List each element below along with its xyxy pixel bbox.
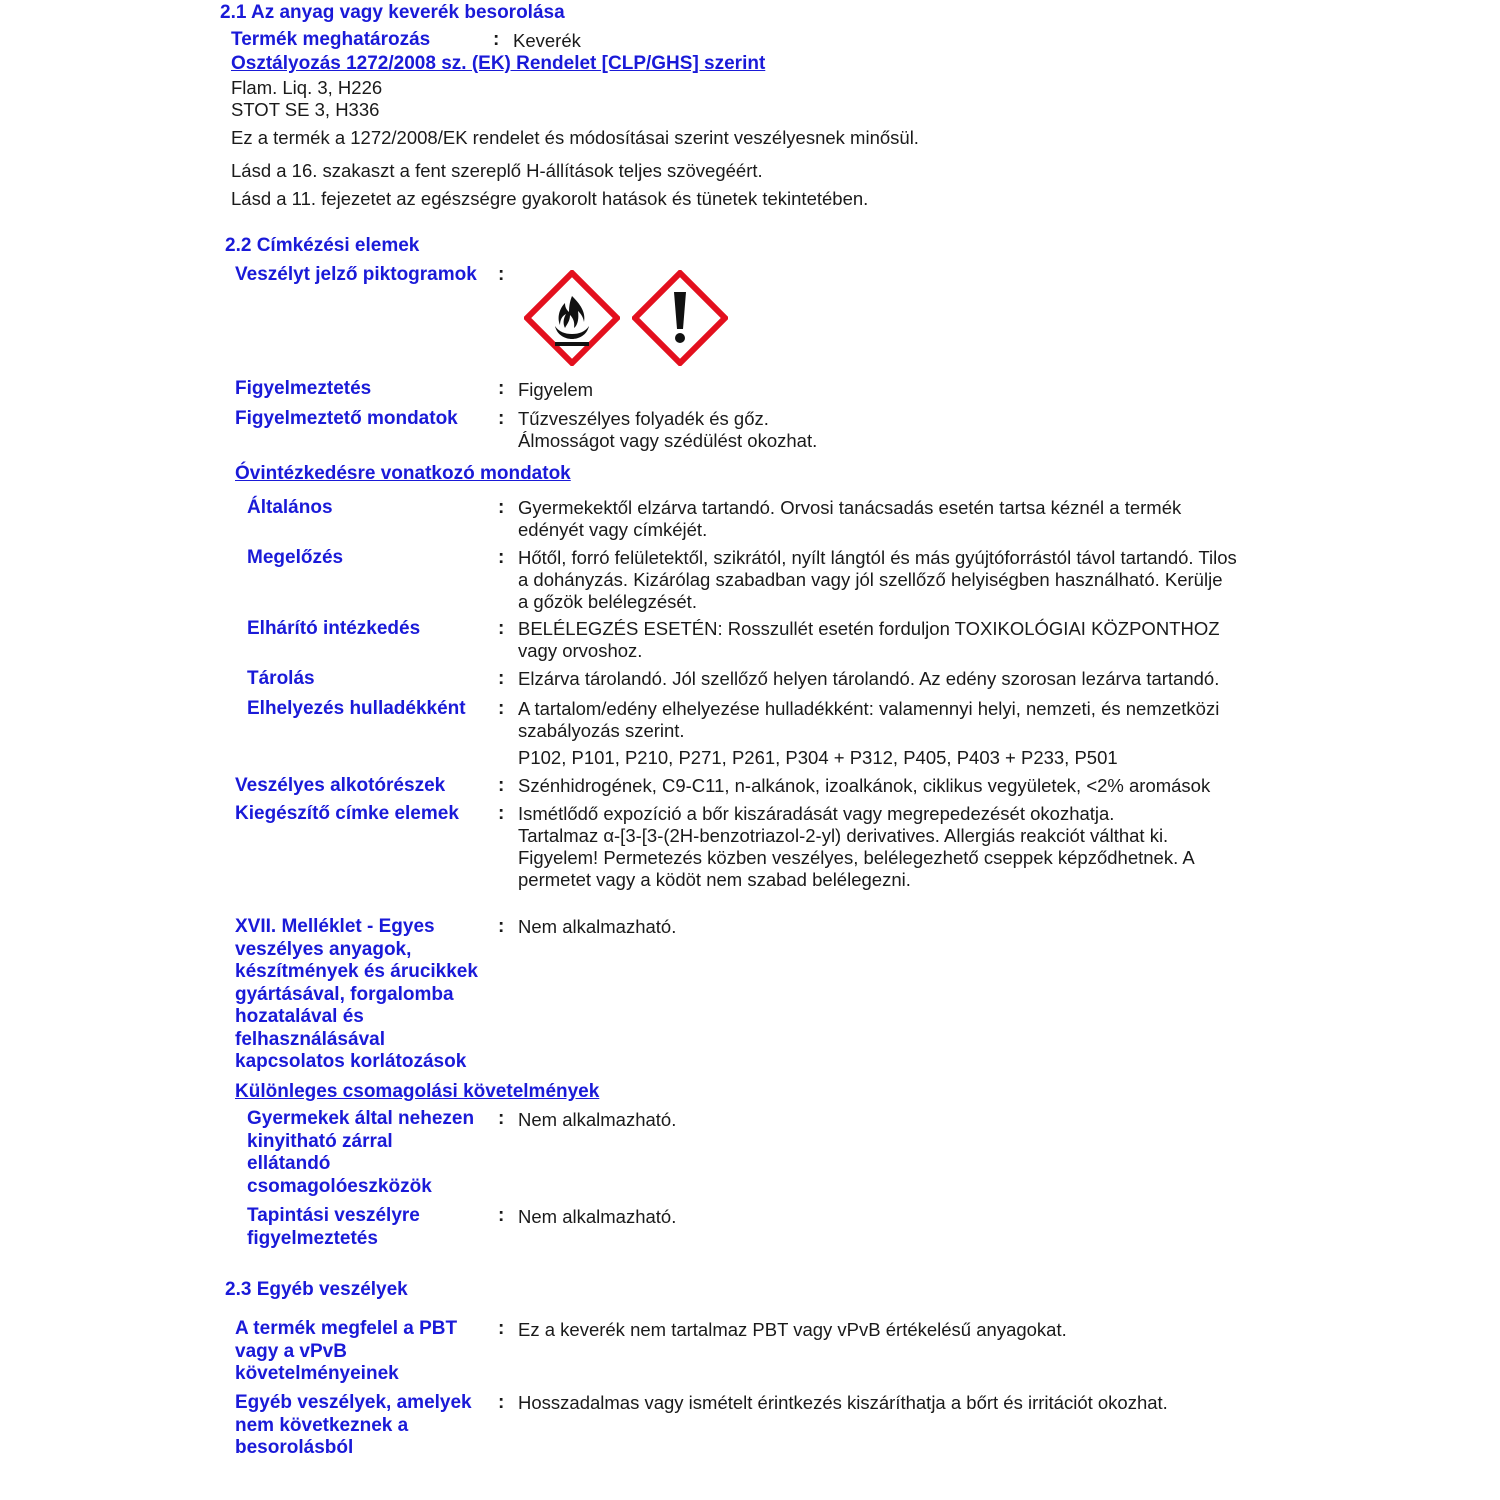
hazard-statement: Álmosságot vagy szédülést okozhat. (518, 430, 818, 451)
classification-list (231, 77, 382, 121)
label-line: hozatalával és (235, 1006, 364, 1027)
colon: : (498, 668, 505, 689)
text-line: vagy orvoshoz. (518, 640, 643, 661)
colon: : (498, 618, 505, 639)
storage-label: Tárolás (247, 668, 315, 689)
label-line: ellátandó (247, 1153, 331, 1174)
label-line: kapcsolatos korlátozások (235, 1051, 467, 1072)
label-line: nem következnek a (235, 1414, 409, 1436)
text-line: Tartalmaz α-[3-[3-(2H-benzotriazol-2-yl) derivatives. Allergiás reakciót válthat ki. (518, 825, 1169, 846)
label-line: Gyermekek által nehezen (247, 1108, 475, 1129)
tactile-warning-label (247, 1205, 420, 1250)
p-codes: P102, P101, P210, P271, P261, P304 + P312, P405, P403 + P233, P501 (518, 747, 1118, 768)
label-line: veszélyes anyagok, (235, 938, 412, 960)
label-line: követelményeinek (235, 1363, 399, 1384)
label-line: vagy a vPvB (235, 1340, 347, 1362)
text-line: a dohányzás. Kizárólag szabadban vagy jól szellőző helyiségben használható. Kerülje (518, 569, 1223, 590)
product-definition-value: Keverék (513, 30, 581, 51)
text-line: BELÉLEGZÉS ESETÉN: Rosszullét esetén forduljon TOXIKOLÓGIAI KÖZPONTHOZ (518, 618, 1220, 639)
text-line: permetet vagy a ködöt nem szabad belélegezni. (518, 869, 911, 890)
text-line: Figyelem! Permetezés közben veszélyes, belélegezhető cseppek képződhetnek. A (518, 847, 1195, 868)
classification-line: STOT SE 3, H336 (231, 99, 380, 120)
colon: : (493, 29, 500, 50)
other-hazards-value: Hosszadalmas vagy ismételt érintkezés kiszáríthatja a bőrt és irritációt okozhat. (518, 1392, 1168, 1413)
disposal-value (518, 698, 1219, 742)
exclamation-mark-icon (632, 270, 728, 366)
label-line: felhasználásával (235, 1028, 385, 1050)
text-line: A tartalom/edény elhelyezése hulladékként: valamennyi helyi, nemzeti, és nemzetközi (518, 698, 1220, 719)
colon: : (498, 1205, 505, 1226)
signal-word-value: Figyelem (518, 379, 594, 400)
colon: : (498, 1108, 505, 1129)
annex-xvii-value: Nem alkalmazható. (518, 916, 677, 937)
classification-note: Lásd a 11. fejezetet az egészségre gyakorolt hatások és tünetek tekintetében. (231, 188, 869, 209)
classification-note: Ez a termék a 1272/2008/EK rendelet és módosításai szerint veszélyesnek minősül. (231, 127, 919, 148)
storage-value: Elzárva tárolandó. Jól szellőző helyen tárolandó. Az edény szorosan lezárva tartandó. (518, 668, 1220, 689)
colon: : (498, 775, 505, 796)
flame-icon (524, 270, 620, 366)
text-line: a gőzök belélegzését. (518, 591, 697, 612)
colon: : (498, 1392, 505, 1413)
colon: : (498, 698, 505, 719)
child-resistant-value: Nem alkalmazható. (518, 1109, 677, 1130)
tactile-warning-value: Nem alkalmazható. (518, 1206, 677, 1227)
label-line: csomagolóeszközök (247, 1175, 432, 1197)
response-value (518, 618, 1220, 662)
other-hazards-label (235, 1392, 472, 1460)
label-line: besorolásból (235, 1437, 354, 1458)
section-2-2-heading: 2.2 Címkézési elemek (225, 235, 420, 256)
prevention-value (518, 547, 1237, 613)
precautionary-statements-link[interactable]: Óvintézkedésre vonatkozó mondatok (235, 463, 571, 484)
pbt-label (235, 1318, 457, 1386)
general-label: Általános (247, 497, 333, 518)
label-line: A termék megfelel a PBT (235, 1318, 458, 1339)
label-line: Egyéb veszélyek, amelyek (235, 1392, 472, 1413)
pictograms-label: Veszélyt jelző piktogramok (235, 264, 477, 285)
special-packaging-link[interactable]: Különleges csomagolási követelmények (235, 1081, 600, 1102)
colon: : (498, 1318, 505, 1339)
label-line: készítmények és árucikkek (235, 961, 478, 982)
disposal-label: Elhelyezés hulladékként (247, 698, 466, 719)
section-2-3-heading: 2.3 Egyéb veszélyek (225, 1279, 408, 1300)
hazard-statements-label: Figyelmeztető mondatok (235, 408, 458, 429)
label-line: Tapintási veszélyre (247, 1205, 420, 1226)
pbt-value: Ez a keverék nem tartalmaz PBT vagy vPvB értékelésű anyagokat. (518, 1319, 1067, 1340)
colon: : (498, 547, 505, 568)
colon: : (498, 264, 505, 285)
classification-note: Lásd a 16. szakaszt a fent szereplő H-állítások teljes szövegéért. (231, 160, 763, 181)
response-label: Elhárító intézkedés (247, 618, 421, 639)
label-line: kinyitható zárral (247, 1130, 393, 1152)
text-line: Ismétlődő expozíció a bőr kiszáradását vagy megrepedezését okozhatja. (518, 803, 1115, 824)
colon: : (498, 916, 505, 937)
signal-word-label: Figyelmeztetés (235, 378, 372, 399)
hazardous-components-value: Szénhidrogének, C9-C11, n-alkánok, izoalkánok, ciklikus vegyületek, <2% aromások (518, 775, 1211, 796)
annex-xvii-label (235, 916, 478, 1074)
text-line: szabályozás szerint. (518, 720, 685, 741)
colon: : (498, 378, 505, 399)
hazard-statements-value (518, 408, 817, 452)
text-line: Hőtől, forró felületektől, szikrától, nyílt lángtól és más gyújtóforrástól távol tartandó. Tilos (518, 547, 1237, 568)
supplementary-label: Kiegészítő címke elemek (235, 803, 459, 824)
child-resistant-label (247, 1108, 474, 1198)
classification-line: Flam. Liq. 3, H226 (231, 77, 383, 98)
text-line: edényét vagy címkéjét. (518, 519, 708, 540)
supplementary-value (518, 803, 1195, 891)
label-line: figyelmeztetés (247, 1227, 378, 1249)
hazard-statement: Tűzveszélyes folyadék és gőz. (518, 408, 769, 429)
colon: : (498, 497, 505, 518)
colon: : (498, 408, 505, 429)
label-line: gyártásával, forgalomba (235, 983, 454, 1005)
classification-link[interactable]: Osztályozás 1272/2008 sz. (EK) Rendelet [CLP/GHS] szerint (231, 53, 766, 74)
hazardous-components-label: Veszélyes alkotórészek (235, 775, 446, 796)
text-line: Gyermekektől elzárva tartandó. Orvosi tanácsadás esetén tartsa kéznél a termék (518, 497, 1182, 518)
general-value (518, 497, 1181, 541)
colon: : (498, 803, 505, 824)
section-2-1-heading: 2.1 Az anyag vagy keverék besorolása (220, 2, 565, 23)
label-line: XVII. Melléklet - Egyes (235, 916, 435, 937)
prevention-label: Megelőzés (247, 547, 344, 568)
product-definition-label: Termék meghatározás (231, 29, 431, 50)
